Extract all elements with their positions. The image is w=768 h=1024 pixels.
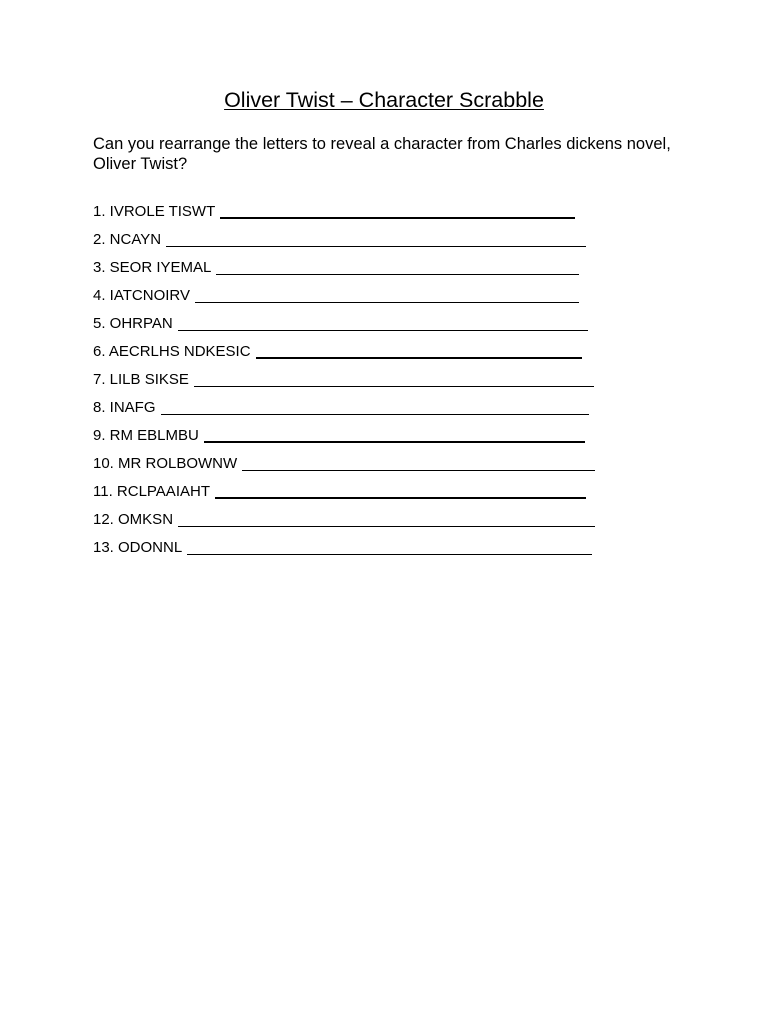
answer-line[interactable] (220, 217, 575, 219)
question-item (93, 502, 653, 530)
scrambled-word: 3. SEOR IYEMAL (93, 259, 212, 276)
answer-line[interactable] (178, 330, 588, 331)
scrambled-word: 7. LILB SIKSE (93, 371, 189, 388)
scrambled-word: 10. MR ROLBOWNW (93, 455, 238, 472)
answer-line[interactable] (242, 470, 595, 471)
question-list (93, 194, 653, 558)
answer-line[interactable] (256, 357, 582, 359)
question-item (93, 306, 653, 334)
scrambled-word: 13. ODONNL (93, 539, 183, 556)
answer-line[interactable] (194, 386, 594, 387)
scrambled-word: 4. IATCNOIRV (93, 287, 190, 304)
scrambled-word: 5. OHRPAN (93, 315, 173, 332)
scrambled-word: 2. NCAYN (93, 231, 162, 248)
scrambled-word: 1. IVROLE TISWT (93, 203, 216, 220)
answer-line[interactable] (216, 274, 579, 275)
answer-line[interactable] (195, 302, 579, 303)
question-item (93, 530, 653, 558)
answer-line[interactable] (178, 526, 595, 527)
question-item (93, 222, 653, 250)
question-item (93, 334, 653, 362)
question-item (93, 362, 653, 390)
worksheet-title: Oliver Twist – Character Scrabble (224, 88, 544, 112)
scrambled-word: 6. AECRLHS NDKESIC (93, 343, 251, 360)
instructions-text: Can you rearrange the letters to reveal a character from Charles dickens novel, Oliver Twist? (93, 135, 671, 173)
scrambled-word: 9. RM EBLMBU (93, 427, 199, 444)
question-item (93, 194, 653, 222)
answer-line[interactable] (204, 441, 585, 443)
scrambled-word: 8. INAFG (93, 399, 156, 416)
answer-line[interactable] (166, 246, 586, 247)
question-item (93, 278, 653, 306)
scrambled-word: 12. OMKSN (93, 511, 174, 528)
question-item (93, 390, 653, 418)
answer-line[interactable] (187, 554, 592, 555)
question-item (93, 250, 653, 278)
answer-line[interactable] (215, 497, 586, 499)
answer-line[interactable] (161, 414, 589, 415)
scrambled-word: 11. RCLPAAIAHT (93, 483, 210, 500)
question-item (93, 446, 653, 474)
question-item (93, 418, 653, 446)
question-item (93, 474, 653, 502)
